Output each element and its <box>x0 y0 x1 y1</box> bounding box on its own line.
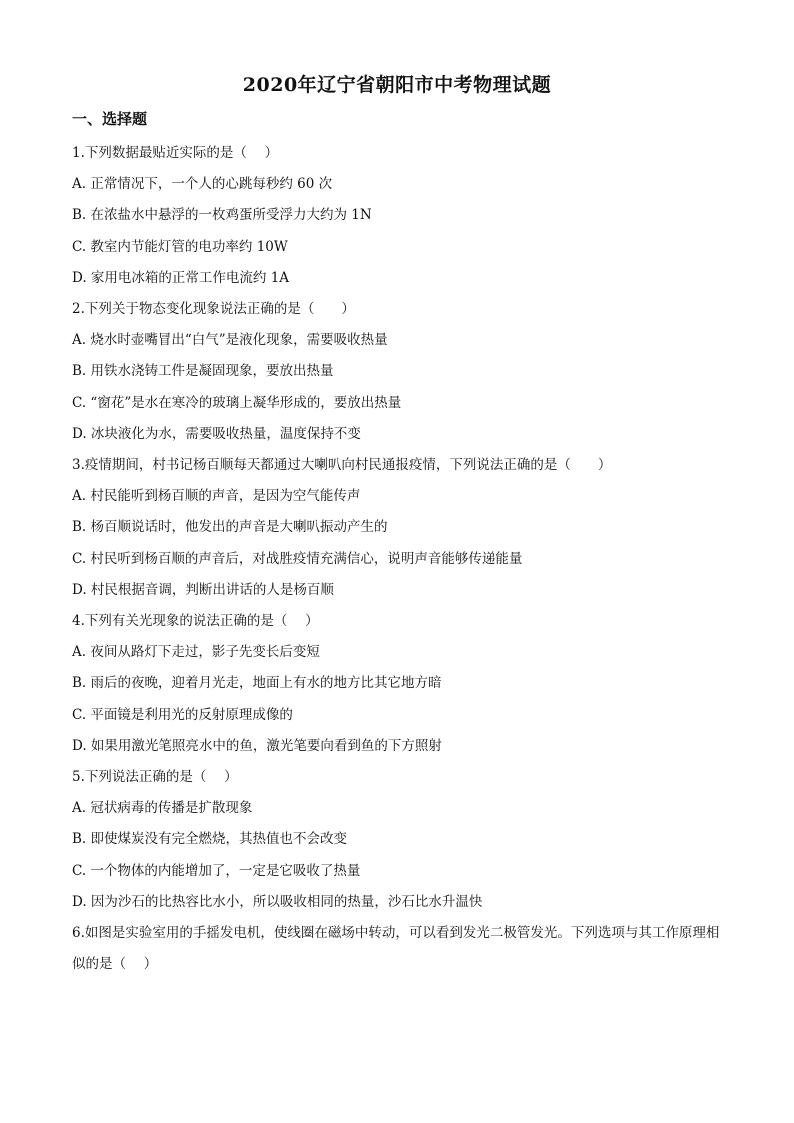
question-3-option-a: A. 村民能听到杨百顺的声音，是因为空气能传声 <box>72 488 361 505</box>
question-2-option-d: D. 冰块液化为水，需要吸收热量，温度保持不变 <box>72 425 361 442</box>
question-3-option-b: B. 杨百顺说话时，他发出的声音是大喇叭振动产生的 <box>72 519 388 536</box>
question-3-option-d: D. 村民根据音调，判断出讲话的人是杨百顺 <box>72 581 334 598</box>
question-2-option-c: C. “窗花”是水在寒冷的玻璃上凝华形成的，要放出热量 <box>72 394 402 411</box>
question-5-option-d: D. 因为沙石的比热容比水小，所以吸收相同的热量，沙石比水升温快 <box>72 893 483 910</box>
question-5-stem: 5.下列说法正确的是（ ） <box>72 769 238 786</box>
question-5-option-a: A. 冠状病毒的传播是扩散现象 <box>72 800 253 817</box>
question-list <box>72 138 732 980</box>
section-heading: 一、选择题 <box>72 110 148 128</box>
question-6-stem: 6.如图是实验室用的手摇发电机，使线圈在磁场中转动，可以看到发光二极管发光。下列选项与其工作原理相似的是（ ） <box>72 925 720 973</box>
question-2-stem: 2.下列关于物态变化现象说法正确的是（ ） <box>72 301 355 318</box>
question-1-stem: 1.下列数据最贴近实际的是（ ） <box>72 145 279 161</box>
question-5-option-c: C. 一个物体的内能增加了，一定是它吸收了热量 <box>72 862 361 879</box>
question-4-option-a: A. 夜间从路灯下走过，影子先变长后变短 <box>72 644 320 661</box>
question-3-option-c: C. 村民听到杨百顺的声音后，对战胜疫情充满信心，说明声音能够传递能量 <box>72 550 523 567</box>
question-3-stem: 3.疫情期间，村书记杨百顺每天都通过大喇叭向村民通报疫情，下列说法正确的是（ ） <box>72 457 612 474</box>
question-5-option-b: B. 即使煤炭没有完全燃烧，其热值也不会改变 <box>72 831 348 848</box>
question-4-stem: 4.下列有关光现象的说法正确的是（ ） <box>72 613 319 630</box>
question-4-option-d: D. 如果用激光笔照亮水中的鱼，激光笔要向看到鱼的下方照射 <box>72 737 442 754</box>
question-1-option-a: A. 正常情况下，一个人的心跳每秒约 60 次 <box>72 176 333 193</box>
question-1-option-c: C. 教室内节能灯管的电功率约 10W <box>72 238 288 255</box>
question-1-option-d: D. 家用电冰箱的正常工作电流约 1A <box>72 269 290 286</box>
question-2-option-a: A. 烧水时壶嘴冒出“白气”是液化现象，需要吸收热量 <box>72 332 388 349</box>
question-4-option-c: C. 平面镜是利用光的反射原理成像的 <box>72 706 293 723</box>
question-4-option-b: B. 雨后的夜晚，迎着月光走，地面上有水的地方比其它地方暗 <box>72 675 442 692</box>
question-1-option-b: B. 在浓盐水中悬浮的一枚鸡蛋所受浮力大约为 1N <box>72 207 372 224</box>
question-2-option-b: B. 用铁水浇铸工件是凝固现象，要放出热量 <box>72 363 334 380</box>
page-title: 2020年辽宁省朝阳市中考物理试题 <box>242 74 552 96</box>
